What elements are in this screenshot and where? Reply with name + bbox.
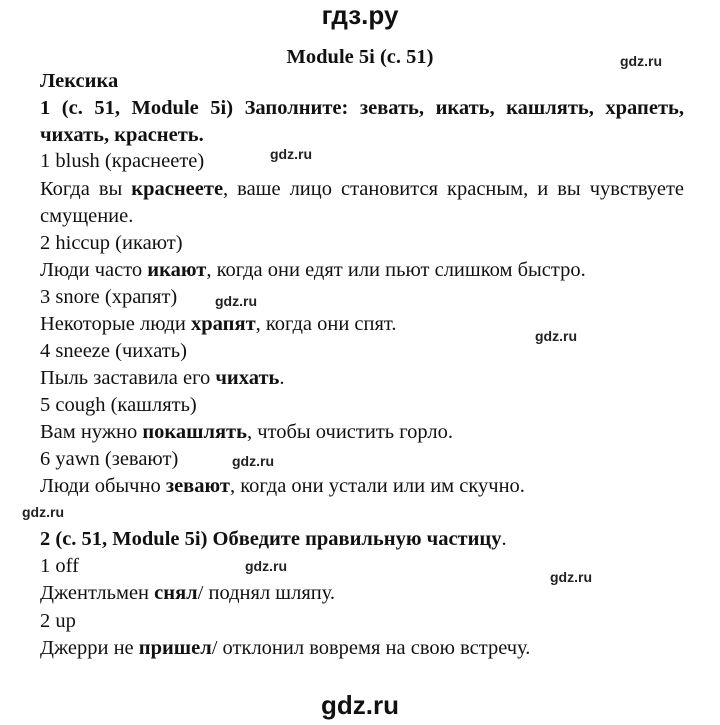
watermark: gdz.ru [550,569,592,585]
item-label: 2 up [40,610,76,632]
answer-word: икают [147,259,207,281]
answer-word: чихать [215,367,280,389]
task2-heading-text: 2 (с. 51, Module 5i) Обведите правильную частицу [40,528,502,550]
item-sentence [40,368,284,389]
task2-heading [40,529,507,550]
item-label: 6 yawn (зевают) [40,448,179,470]
answer-word: пришел [138,637,212,659]
sentence-text: Пыль заставила его [40,367,216,389]
item-label: 1 blush (краснеете) [40,150,205,172]
sentence-text: Вам нужно [40,421,143,443]
sentence-text: / поднял шляпу. [197,582,336,604]
item-sentence [40,638,530,659]
item-sentence [40,422,453,443]
answer-word: покашлять [142,421,247,443]
task1-heading-line2: чихать, краснеть. [40,124,204,146]
item-label: 4 sneeze (чихать) [40,340,187,362]
item-sentence [40,314,396,335]
answer-word: храпят [191,313,256,335]
sentence-continuation: смущение. [40,205,134,227]
site-header: гдз.ру [321,0,399,30]
sentence-text: Люди часто [40,259,148,281]
watermark: gdz.ru [245,558,287,574]
item-sentence [40,583,335,604]
item-sentence [40,179,684,200]
sentence-text: , когда они устали или им скучно. [229,475,525,497]
task2-heading-end: . [501,528,507,550]
sentence-text: / отклонил вовремя на свою встречу. [211,637,531,659]
item-sentence [40,476,525,497]
item-sentence [40,260,586,281]
sentence-text: . [279,367,285,389]
watermark: gdz.ru [22,504,64,520]
sentence-text: Люди обычно [40,475,166,497]
sentence-text: Джентльмен [40,582,155,604]
watermark: gdz.ru [215,293,257,309]
site-footer: gdz.ru [321,690,399,720]
sentence-text: Когда вы [40,178,132,200]
section-heading: Лексика [40,70,119,92]
watermark: gdz.ru [620,53,662,69]
sentence-text: , когда они спят. [255,313,397,335]
item-label: 1 off [40,555,79,577]
item-label: 2 hiccup (икают) [40,232,183,254]
watermark: gdz.ru [232,453,274,469]
item-label: 5 cough (кашлять) [40,394,197,416]
task1-heading-line1: 1 (с. 51, Module 5i) Заполните: зевать, икать, кашлять, храпеть, [40,97,684,119]
sentence-text: Джерри не [40,637,139,659]
sentence-text: Некоторые люди [40,313,192,335]
watermark: gdz.ru [535,328,577,344]
watermark: gdz.ru [270,146,312,162]
sentence-text: , чтобы очистить горло. [246,421,453,443]
module-title: Module 5i (c. 51) [286,46,434,68]
answer-word: краснеете [131,178,224,200]
sentence-text: , когда они едят или пьют слишком быстро. [206,259,586,281]
sentence-text: , ваше лицо становится красным, и вы чувствуете [223,178,685,200]
answer-word: снял [154,582,198,604]
answer-word: зевают [165,475,230,497]
item-label: 3 snore (храпят) [40,286,178,308]
